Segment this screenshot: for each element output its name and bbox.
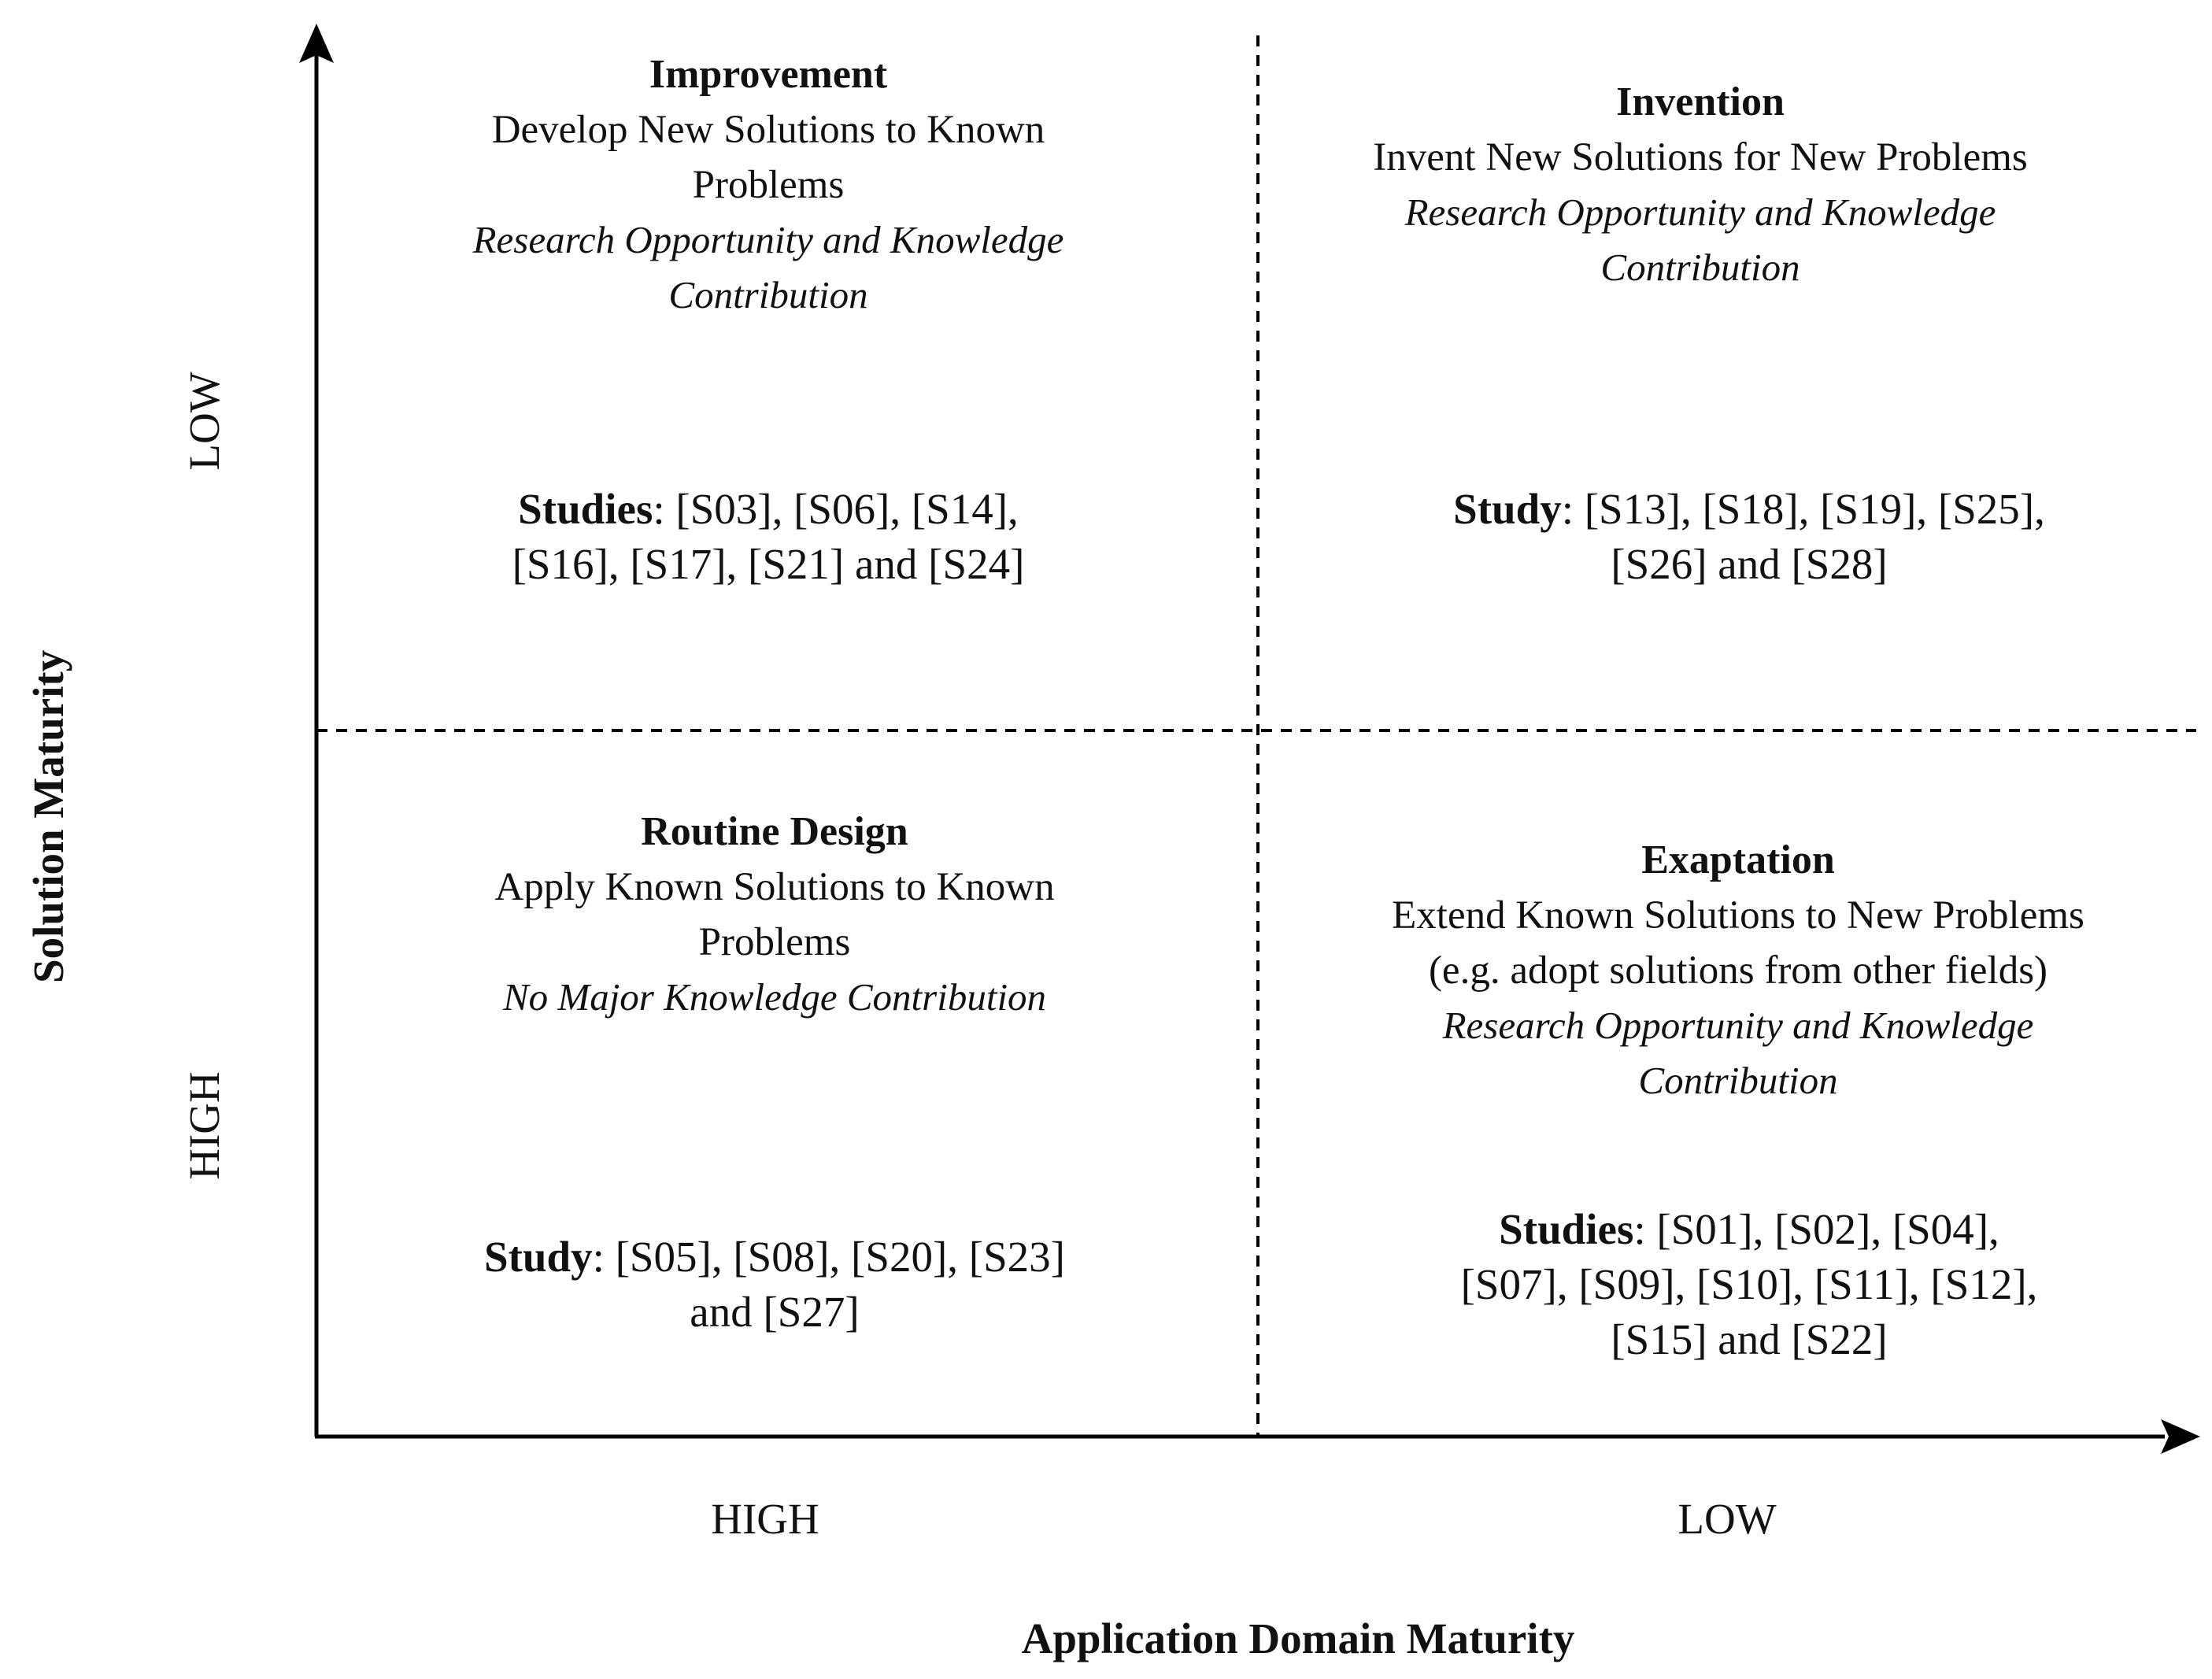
y-axis-title: Solution Maturity (24, 649, 72, 983)
x-axis-arrowhead (2161, 1419, 2200, 1454)
improvement-studies-line (375, 482, 1162, 537)
invention-studies-line: [S26] and [S28] (1611, 540, 1888, 588)
x-tick-high: HIGH (711, 1495, 819, 1543)
invention-studies-label: Study (1453, 485, 1562, 533)
invention-studies-text: : [S13], [S18], [S19], [S25], (1561, 485, 2045, 533)
improvement-note-line: Contribution (668, 273, 868, 316)
improvement-studies-text: : [S03], [S06], [S14], (653, 485, 1019, 533)
exaptation-studies-text: : [S01], [S02], [S04], (1633, 1205, 1999, 1253)
improvement-studies (375, 482, 1162, 592)
invention-studies (1356, 482, 2143, 592)
x-axis-title: Application Domain Maturity (1021, 1614, 1575, 1662)
routine-design-studies-line (381, 1230, 1168, 1285)
y-tick-low: LOW (180, 372, 228, 471)
y-tick-high: HIGH (180, 1071, 228, 1180)
exaptation-description-line: (e.g. adopt solutions from other fields) (1428, 949, 2048, 993)
exaptation-title: Exaptation (1641, 838, 1835, 882)
routine-design-description-line: Problems (698, 920, 851, 964)
routine-design-studies (381, 1230, 1168, 1340)
exaptation-description-line: Extend Known Solutions to New Problems (1392, 893, 2084, 938)
improvement-description-line: Develop New Solutions to Known (491, 108, 1045, 152)
invention-note-line: Research Opportunity and Knowledge (1404, 190, 1996, 234)
improvement-note-line: Research Opportunity and Knowledge (472, 218, 1064, 261)
routine-design-description-line: Apply Known Solutions to Known (494, 865, 1055, 909)
improvement-studies-line: [S16], [S17], [S21] and [S24] (512, 540, 1025, 588)
exaptation-studies-line (1356, 1202, 2143, 1257)
exaptation-note-line: Research Opportunity and Knowledge (1442, 1004, 2034, 1047)
routine-design-header (381, 804, 1168, 1025)
improvement-header (375, 47, 1162, 323)
x-tick-low: LOW (1677, 1495, 1777, 1543)
exaptation-studies-line: [S07], [S09], [S10], [S11], [S12], (1460, 1260, 2038, 1308)
invention-title: Invention (1616, 80, 1785, 124)
improvement-title: Improvement (649, 52, 888, 97)
invention-studies-line (1356, 482, 2143, 537)
exaptation-studies-line: [S15] and [S22] (1611, 1315, 1888, 1363)
improvement-studies-label: Studies (518, 485, 653, 533)
routine-design-studies-line: and [S27] (690, 1288, 860, 1336)
routine-design-note-line: No Major Knowledge Contribution (502, 975, 1047, 1019)
exaptation-studies (1356, 1202, 2143, 1367)
routine-design-studies-text: : [S05], [S08], [S20], [S23] (592, 1233, 1065, 1281)
exaptation-header (1345, 833, 2132, 1108)
exaptation-studies-label: Studies (1499, 1205, 1634, 1253)
invention-description-line: Invent New Solutions for New Problems (1373, 135, 2028, 179)
invention-note-line: Contribution (1600, 246, 1800, 289)
invention-header (1307, 75, 2094, 295)
routine-design-title: Routine Design (641, 809, 908, 854)
improvement-description-line: Problems (692, 163, 845, 207)
routine-design-studies-label: Study (483, 1233, 593, 1281)
exaptation-note-line: Contribution (1638, 1059, 1838, 1102)
